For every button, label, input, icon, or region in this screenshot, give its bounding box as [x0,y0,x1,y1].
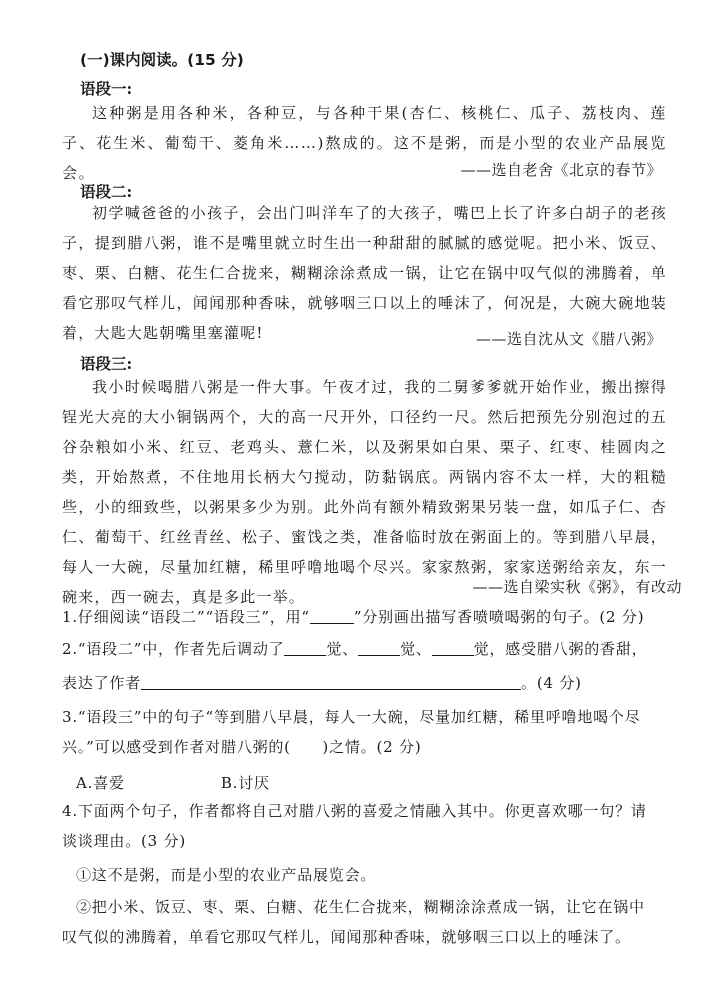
section-title: (一)课内阅读。(15 分) [80,51,244,69]
sentence-1: ①这不是粥，而是小型的农业产品展览会。 [76,866,377,884]
option-a[interactable]: A.喜爱 [76,774,125,792]
passage-1-text: 这种粥是用各种米，各种豆，与各种干果(杏仁、核桃仁、瓜子、荔枝肉、莲子、花生米、葡萄干、菱角米……)熬成的。这不是粥，而是小型的农业产品展览会。 [62,104,667,182]
passage-2-source: ——选自沈从文《腊八粥》 [475,330,662,348]
passage-2-label: 语段二: [80,182,133,201]
answer-blank-3[interactable] [432,639,474,656]
passage-1-source: ——选自老舍《北京的春节》 [460,161,662,179]
answer-blank-1[interactable] [284,639,326,656]
option-b[interactable]: B.讨厌 [220,774,270,792]
passage-3-text: 我小时候喝腊八粥是一件大事。午夜才过，我的二舅爹爹就开始作业，搬出擦得锃光大亮的大小铜锅两个，大的高一尺开外，口径约一尺。然后把预先分别泡过的五谷杂粮如小米、红豆、老鸡头、薏仁米，以及粥果如白果、栗子、红枣、桂圆肉之类，开始熬煮，不住地用长柄大勺搅动，防黏锅底。两锅内容不太一样，大的粗糙些，小的细致些，以粥果多少为别。此外尚有额外精致粥果另装一盘，如瓜子仁、杏仁、葡萄干、红丝青丝、松子、蜜饯之类，准备临时放在粥面上的。等到腊八早晨，每人一大碗，尽量加红糖，稀里呼噜地喝个尽兴。家家熬粥，家家送粥给亲友，东一碗来，西一碗去，真是多此一举。 [62,378,667,606]
question-3: 3.“语段三”中的句子“等到腊八早晨，每人一大碗，尽量加红糖，稀里呼噜地喝个尽 兴。”可以感受到作者对腊八粥的( )之情。(2 分) A.喜爱 B.讨厌 [62,702,682,798]
underline-sample [310,607,354,624]
passage-2-text: 初学喊爸爸的小孩子，会出门叫洋车了的大孩子，嘴巴上长了许多白胡子的老孩子，提到腊八粥，谁不是嘴里就立时生出一种甜甜的腻腻的感觉呢。把小米、饭豆、枣、栗、白糖、花生仁合拢来，糊糊涂涂煮成一锅，让它在锅中叹气似的沸腾着，单看它那叹气样儿，闻闻那种香味，就够咽三口以上的唾沫了，何况是，大碗大碗地装着，大匙大匙朝嘴里塞灌呢! [62,204,667,342]
sentence-2-line-2: 叹气似的沸腾着，单看它那叹气样儿，闻闻那种香味，就够咽三口以上的唾沫了。 [62,928,631,946]
answer-blank-2[interactable] [358,639,400,656]
sentence-2-line-1: ②把小米、饭豆、枣、栗、白糖、花生仁合拢来，糊糊涂涂煮成一锅，让它在锅中 [76,898,645,916]
passage-3-label: 语段三: [80,354,133,373]
answer-blank-4[interactable] [141,673,521,690]
passage-1-label: 语段一: [80,79,133,98]
question-4: 4.下面两个句子，作者都将自己对腊八粥的喜爱之情融入其中。你更喜欢哪一句？请 谈谈理由。(3 分) ①这不是粥，而是小型的农业产品展览会。 ②把小米、饭豆、枣、栗、白糖、花生仁合拢来，糊糊涂涂煮成一锅，让它在锅中 叹气似的沸腾着，单看它那叹气样儿，闻闻那种香味，就够咽三口以上的唾沫了。 [62,796,682,952]
passage-3-source: ——选自梁实秋《粥》，有改动 [472,578,682,596]
question-2: 2.“语段二”中，作者先后调动了 觉、 觉、 觉，感受腊八粥的香甜， 表达了作者 。(4 分) [62,640,648,692]
question-1: 1.仔细阅读“语段二”“语段三”，用“ ”分别画出描写香喷喷喝粥的句子。(2 分) [62,608,645,626]
